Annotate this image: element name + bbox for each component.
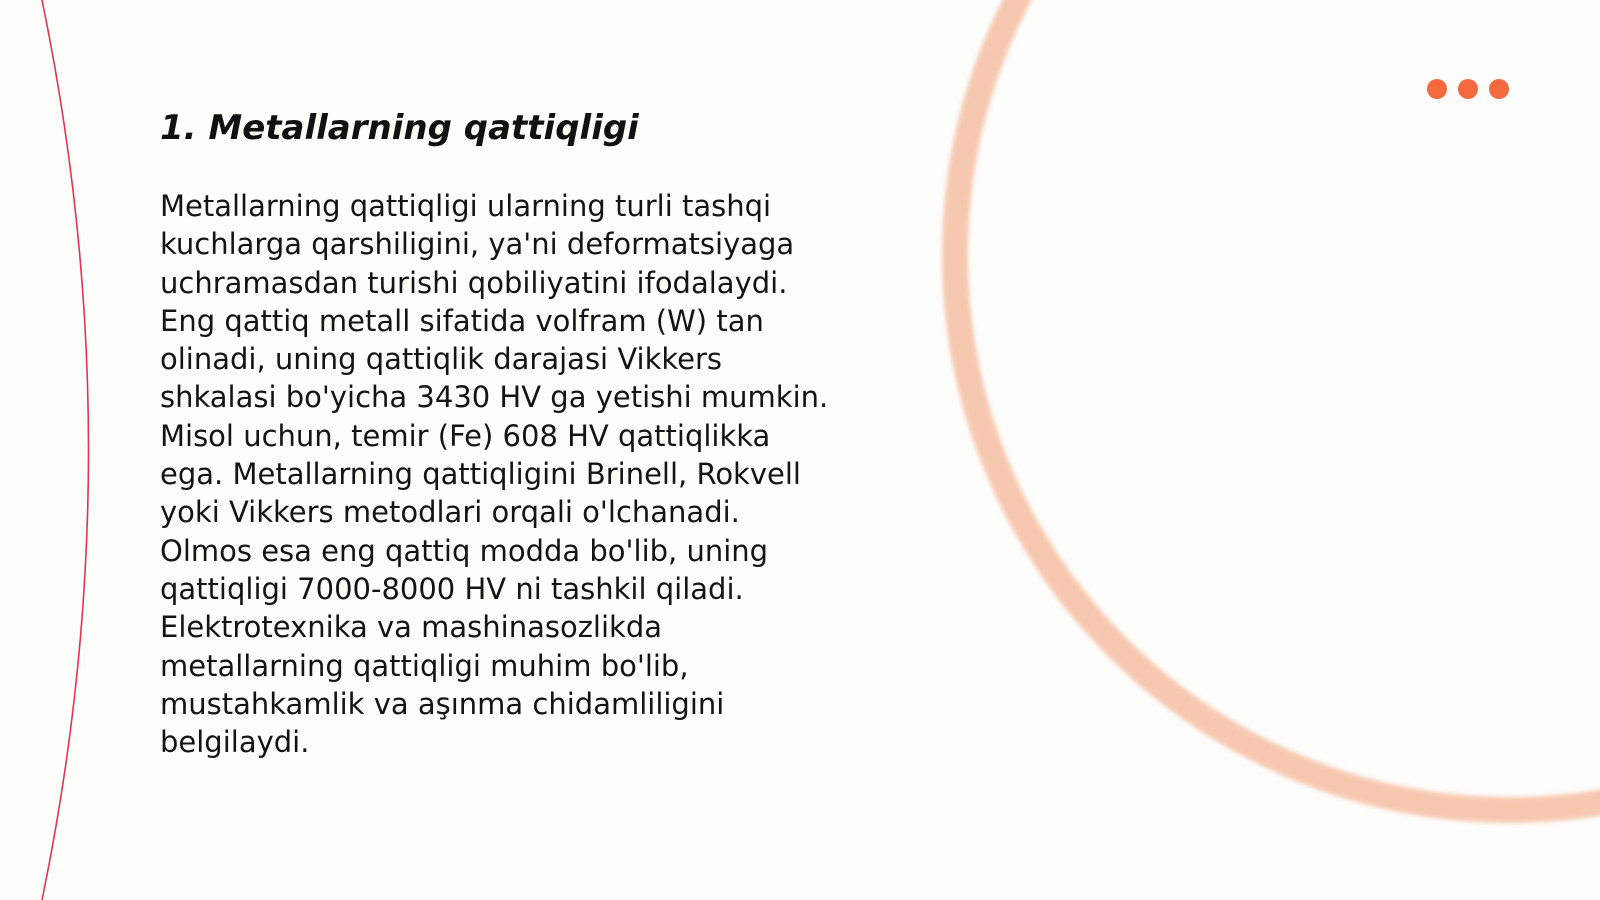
ellipsis-dots-icon	[1427, 79, 1509, 99]
body-line: olinadi, uning qattiqlik darajasi Vikkers	[160, 342, 723, 377]
slide-body-text	[160, 187, 860, 761]
body-line: mustahkamlik va aşınma chidamliligini	[160, 686, 725, 721]
dot-icon	[1427, 79, 1447, 99]
body-line: Metallarning qattiqligi ularning turli tashqi	[160, 189, 772, 223]
dot-icon	[1458, 79, 1478, 99]
body-line: Olmos esa eng qattiq modda bo'lib, uning	[160, 533, 769, 568]
dot-icon	[1489, 79, 1509, 99]
body-line: Misol uchun, temir (Fe) 608 HV qattiqlikka	[160, 418, 771, 453]
body-line: belgilaydi.	[160, 725, 310, 760]
slide-title: 1. Metallarning qattiqligi	[160, 108, 639, 148]
decorative-ring	[955, 0, 1600, 810]
body-line: uchramasdan turishi qobiliyatini ifodalaydi.	[160, 265, 788, 300]
body-line: Eng qattiq metall sifatida volfram (W) tan	[160, 303, 764, 338]
body-line: yoki Vikkers metodlari orqali o'lchanadi.	[160, 495, 740, 530]
left-curve-line	[42, 0, 89, 900]
body-line: shkalasi bo'yicha 3430 HV ga yetishi mumkin.	[160, 380, 829, 415]
body-line: qattiqligi 7000-8000 HV ni tashkil qiladi.	[160, 571, 744, 606]
body-line: metallarning qattiqligi muhim bo'lib,	[160, 648, 689, 683]
body-line: kuchlarga qarshiligini, ya'ni deformatsiyaga	[160, 227, 795, 262]
body-line: ega. Metallarning qattiqligini Brinell, Rokvell	[160, 457, 801, 492]
body-line: Elektrotexnika va mashinasozlikda	[160, 610, 663, 645]
